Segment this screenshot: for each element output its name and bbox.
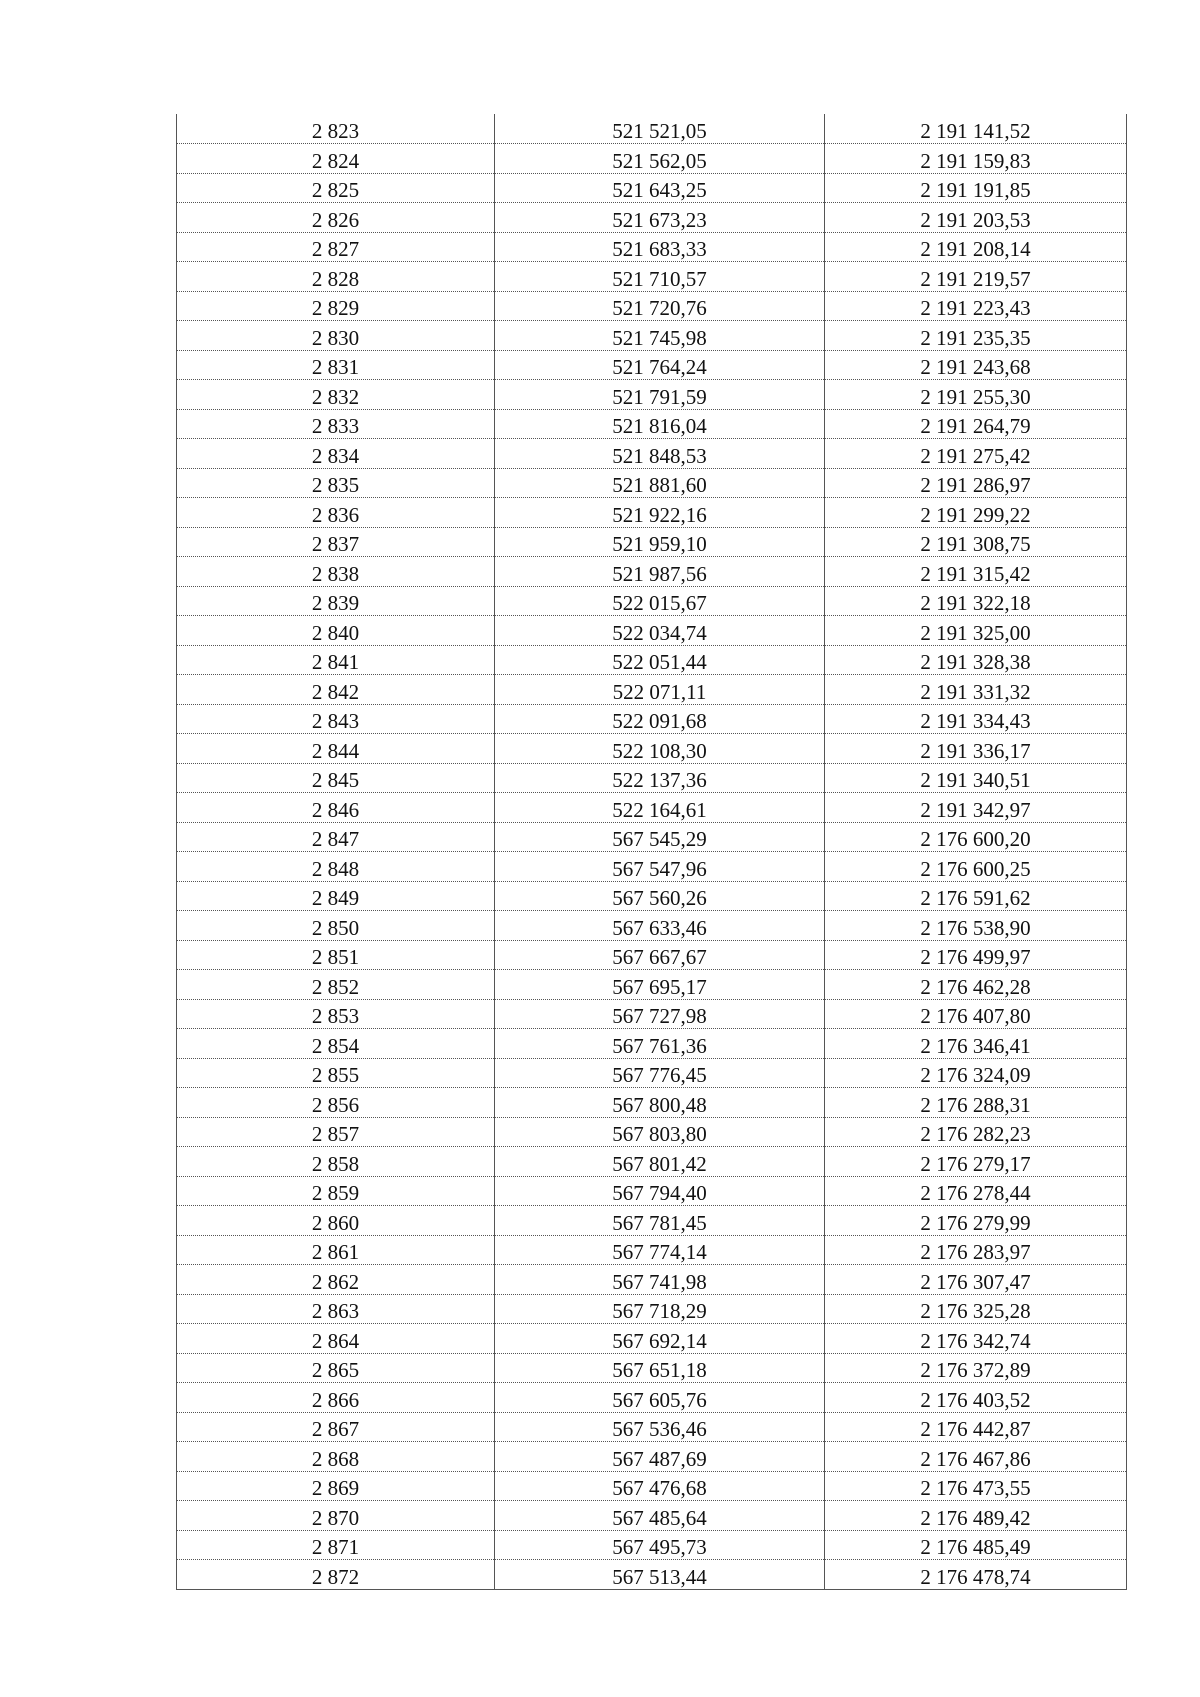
table-row — [177, 1471, 1127, 1501]
y-coordinate-cell: 2 176 288,31 — [825, 1088, 1127, 1118]
table-row — [177, 321, 1127, 351]
point-number-cell: 2 854 — [177, 1029, 495, 1059]
point-number-cell: 2 843 — [177, 704, 495, 734]
table-row — [177, 1176, 1127, 1206]
table-row — [177, 498, 1127, 528]
table-row — [177, 852, 1127, 882]
y-coordinate-cell: 2 191 243,68 — [825, 350, 1127, 380]
y-coordinate-cell: 2 191 299,22 — [825, 498, 1127, 528]
x-coordinate-cell: 521 745,98 — [495, 321, 825, 351]
x-coordinate-cell: 567 761,36 — [495, 1029, 825, 1059]
table-row — [177, 1501, 1127, 1531]
point-number-cell: 2 859 — [177, 1176, 495, 1206]
x-coordinate-cell: 567 545,29 — [495, 822, 825, 852]
x-coordinate-cell: 522 137,36 — [495, 763, 825, 793]
x-coordinate-cell: 567 803,80 — [495, 1117, 825, 1147]
table-row — [177, 1265, 1127, 1295]
point-number-cell: 2 848 — [177, 852, 495, 882]
point-number-cell: 2 862 — [177, 1265, 495, 1295]
point-number-cell: 2 826 — [177, 203, 495, 233]
y-coordinate-cell: 2 176 407,80 — [825, 999, 1127, 1029]
point-number-cell: 2 825 — [177, 173, 495, 203]
table-row — [177, 704, 1127, 734]
x-coordinate-cell: 522 071,11 — [495, 675, 825, 705]
table-row — [177, 203, 1127, 233]
point-number-cell: 2 824 — [177, 144, 495, 174]
point-number-cell: 2 868 — [177, 1442, 495, 1472]
table-row — [177, 1088, 1127, 1118]
x-coordinate-cell: 521 764,24 — [495, 350, 825, 380]
point-number-cell: 2 838 — [177, 557, 495, 587]
y-coordinate-cell: 2 176 372,89 — [825, 1353, 1127, 1383]
table-row — [177, 1560, 1127, 1590]
point-number-cell: 2 855 — [177, 1058, 495, 1088]
point-number-cell: 2 849 — [177, 881, 495, 911]
table-row — [177, 1029, 1127, 1059]
table-row — [177, 1442, 1127, 1472]
table-row — [177, 1147, 1127, 1177]
x-coordinate-cell: 521 881,60 — [495, 468, 825, 498]
y-coordinate-cell: 2 191 159,83 — [825, 144, 1127, 174]
x-coordinate-cell: 567 495,73 — [495, 1530, 825, 1560]
table-row — [177, 1058, 1127, 1088]
y-coordinate-cell: 2 176 499,97 — [825, 940, 1127, 970]
x-coordinate-cell: 567 513,44 — [495, 1560, 825, 1590]
table-row — [177, 1353, 1127, 1383]
point-number-cell: 2 823 — [177, 114, 495, 144]
x-coordinate-cell: 521 521,05 — [495, 114, 825, 144]
y-coordinate-cell: 2 191 141,52 — [825, 114, 1127, 144]
y-coordinate-cell: 2 191 342,97 — [825, 793, 1127, 823]
table-row — [177, 291, 1127, 321]
x-coordinate-cell: 567 741,98 — [495, 1265, 825, 1295]
point-number-cell: 2 831 — [177, 350, 495, 380]
x-coordinate-cell: 567 695,17 — [495, 970, 825, 1000]
point-number-cell: 2 853 — [177, 999, 495, 1029]
table-row — [177, 1117, 1127, 1147]
table-row — [177, 557, 1127, 587]
point-number-cell: 2 869 — [177, 1471, 495, 1501]
y-coordinate-cell: 2 191 264,79 — [825, 409, 1127, 439]
y-coordinate-cell: 2 191 275,42 — [825, 439, 1127, 469]
point-number-cell: 2 858 — [177, 1147, 495, 1177]
y-coordinate-cell: 2 176 282,23 — [825, 1117, 1127, 1147]
point-number-cell: 2 867 — [177, 1412, 495, 1442]
y-coordinate-cell: 2 176 467,86 — [825, 1442, 1127, 1472]
x-coordinate-cell: 521 673,23 — [495, 203, 825, 233]
point-number-cell: 2 841 — [177, 645, 495, 675]
x-coordinate-cell: 567 794,40 — [495, 1176, 825, 1206]
y-coordinate-cell: 2 191 208,14 — [825, 232, 1127, 262]
y-coordinate-cell: 2 191 328,38 — [825, 645, 1127, 675]
y-coordinate-cell: 2 176 600,20 — [825, 822, 1127, 852]
y-coordinate-cell: 2 191 340,51 — [825, 763, 1127, 793]
y-coordinate-cell: 2 176 307,47 — [825, 1265, 1127, 1295]
point-number-cell: 2 829 — [177, 291, 495, 321]
x-coordinate-cell: 567 781,45 — [495, 1206, 825, 1236]
table-row — [177, 468, 1127, 498]
x-coordinate-cell: 567 667,67 — [495, 940, 825, 970]
point-number-cell: 2 828 — [177, 262, 495, 292]
x-coordinate-cell: 521 643,25 — [495, 173, 825, 203]
y-coordinate-cell: 2 176 325,28 — [825, 1294, 1127, 1324]
x-coordinate-cell: 567 487,69 — [495, 1442, 825, 1472]
x-coordinate-cell: 521 683,33 — [495, 232, 825, 262]
table-row — [177, 881, 1127, 911]
x-coordinate-cell: 567 536,46 — [495, 1412, 825, 1442]
coordinates-table — [176, 114, 1127, 1590]
point-number-cell: 2 836 — [177, 498, 495, 528]
y-coordinate-cell: 2 191 223,43 — [825, 291, 1127, 321]
point-number-cell: 2 847 — [177, 822, 495, 852]
y-coordinate-cell: 2 176 462,28 — [825, 970, 1127, 1000]
y-coordinate-cell: 2 191 315,42 — [825, 557, 1127, 587]
x-coordinate-cell: 567 692,14 — [495, 1324, 825, 1354]
x-coordinate-cell: 521 720,76 — [495, 291, 825, 321]
point-number-cell: 2 845 — [177, 763, 495, 793]
point-number-cell: 2 872 — [177, 1560, 495, 1590]
x-coordinate-cell: 521 562,05 — [495, 144, 825, 174]
point-number-cell: 2 830 — [177, 321, 495, 351]
y-coordinate-cell: 2 176 473,55 — [825, 1471, 1127, 1501]
table-row — [177, 1383, 1127, 1413]
table-row — [177, 350, 1127, 380]
table-row — [177, 675, 1127, 705]
x-coordinate-cell: 521 987,56 — [495, 557, 825, 587]
table-row — [177, 173, 1127, 203]
x-coordinate-cell: 522 051,44 — [495, 645, 825, 675]
y-coordinate-cell: 2 176 478,74 — [825, 1560, 1127, 1590]
y-coordinate-cell: 2 176 283,97 — [825, 1235, 1127, 1265]
y-coordinate-cell: 2 191 203,53 — [825, 203, 1127, 233]
y-coordinate-cell: 2 176 278,44 — [825, 1176, 1127, 1206]
x-coordinate-cell: 567 718,29 — [495, 1294, 825, 1324]
table-row — [177, 822, 1127, 852]
coordinates-table-body — [177, 114, 1127, 1589]
table-row — [177, 793, 1127, 823]
table-row — [177, 999, 1127, 1029]
y-coordinate-cell: 2 191 334,43 — [825, 704, 1127, 734]
y-coordinate-cell: 2 191 286,97 — [825, 468, 1127, 498]
point-number-cell: 2 860 — [177, 1206, 495, 1236]
point-number-cell: 2 852 — [177, 970, 495, 1000]
point-number-cell: 2 861 — [177, 1235, 495, 1265]
y-coordinate-cell: 2 176 591,62 — [825, 881, 1127, 911]
y-coordinate-cell: 2 176 538,90 — [825, 911, 1127, 941]
y-coordinate-cell: 2 176 346,41 — [825, 1029, 1127, 1059]
table-row — [177, 911, 1127, 941]
y-coordinate-cell: 2 176 442,87 — [825, 1412, 1127, 1442]
point-number-cell: 2 834 — [177, 439, 495, 469]
point-number-cell: 2 827 — [177, 232, 495, 262]
point-number-cell: 2 837 — [177, 527, 495, 557]
x-coordinate-cell: 521 710,57 — [495, 262, 825, 292]
table-row — [177, 1530, 1127, 1560]
y-coordinate-cell: 2 176 600,25 — [825, 852, 1127, 882]
y-coordinate-cell: 2 176 489,42 — [825, 1501, 1127, 1531]
point-number-cell: 2 870 — [177, 1501, 495, 1531]
table-row — [177, 1324, 1127, 1354]
x-coordinate-cell: 567 476,68 — [495, 1471, 825, 1501]
x-coordinate-cell: 521 816,04 — [495, 409, 825, 439]
y-coordinate-cell: 2 176 279,99 — [825, 1206, 1127, 1236]
x-coordinate-cell: 522 164,61 — [495, 793, 825, 823]
point-number-cell: 2 840 — [177, 616, 495, 646]
table-row — [177, 763, 1127, 793]
table-row — [177, 409, 1127, 439]
table-row — [177, 734, 1127, 764]
y-coordinate-cell: 2 191 308,75 — [825, 527, 1127, 557]
x-coordinate-cell: 567 560,26 — [495, 881, 825, 911]
x-coordinate-cell: 522 034,74 — [495, 616, 825, 646]
table-row — [177, 380, 1127, 410]
table-row — [177, 1206, 1127, 1236]
x-coordinate-cell: 567 547,96 — [495, 852, 825, 882]
point-number-cell: 2 857 — [177, 1117, 495, 1147]
point-number-cell: 2 850 — [177, 911, 495, 941]
x-coordinate-cell: 521 922,16 — [495, 498, 825, 528]
x-coordinate-cell: 567 651,18 — [495, 1353, 825, 1383]
point-number-cell: 2 832 — [177, 380, 495, 410]
x-coordinate-cell: 521 848,53 — [495, 439, 825, 469]
y-coordinate-cell: 2 176 279,17 — [825, 1147, 1127, 1177]
x-coordinate-cell: 522 091,68 — [495, 704, 825, 734]
table-row — [177, 1294, 1127, 1324]
y-coordinate-cell: 2 191 235,35 — [825, 321, 1127, 351]
table-row — [177, 232, 1127, 262]
y-coordinate-cell: 2 176 485,49 — [825, 1530, 1127, 1560]
point-number-cell: 2 842 — [177, 675, 495, 705]
y-coordinate-cell: 2 191 331,32 — [825, 675, 1127, 705]
x-coordinate-cell: 567 774,14 — [495, 1235, 825, 1265]
point-number-cell: 2 866 — [177, 1383, 495, 1413]
point-number-cell: 2 863 — [177, 1294, 495, 1324]
x-coordinate-cell: 522 015,67 — [495, 586, 825, 616]
y-coordinate-cell: 2 191 322,18 — [825, 586, 1127, 616]
x-coordinate-cell: 567 633,46 — [495, 911, 825, 941]
y-coordinate-cell: 2 191 325,00 — [825, 616, 1127, 646]
y-coordinate-cell: 2 176 403,52 — [825, 1383, 1127, 1413]
y-coordinate-cell: 2 191 191,85 — [825, 173, 1127, 203]
point-number-cell: 2 839 — [177, 586, 495, 616]
point-number-cell: 2 851 — [177, 940, 495, 970]
x-coordinate-cell: 521 959,10 — [495, 527, 825, 557]
table-row — [177, 616, 1127, 646]
point-number-cell: 2 865 — [177, 1353, 495, 1383]
x-coordinate-cell: 522 108,30 — [495, 734, 825, 764]
y-coordinate-cell: 2 191 219,57 — [825, 262, 1127, 292]
table-row — [177, 1235, 1127, 1265]
point-number-cell: 2 871 — [177, 1530, 495, 1560]
table-row — [177, 940, 1127, 970]
point-number-cell: 2 835 — [177, 468, 495, 498]
table-row — [177, 527, 1127, 557]
table-row — [177, 144, 1127, 174]
y-coordinate-cell: 2 191 336,17 — [825, 734, 1127, 764]
y-coordinate-cell: 2 191 255,30 — [825, 380, 1127, 410]
point-number-cell: 2 864 — [177, 1324, 495, 1354]
table-row — [177, 439, 1127, 469]
point-number-cell: 2 856 — [177, 1088, 495, 1118]
point-number-cell: 2 844 — [177, 734, 495, 764]
table-row — [177, 1412, 1127, 1442]
table-row — [177, 586, 1127, 616]
x-coordinate-cell: 567 605,76 — [495, 1383, 825, 1413]
table-row — [177, 645, 1127, 675]
y-coordinate-cell: 2 176 324,09 — [825, 1058, 1127, 1088]
y-coordinate-cell: 2 176 342,74 — [825, 1324, 1127, 1354]
x-coordinate-cell: 567 485,64 — [495, 1501, 825, 1531]
table-row — [177, 970, 1127, 1000]
table-row — [177, 262, 1127, 292]
point-number-cell: 2 833 — [177, 409, 495, 439]
x-coordinate-cell: 567 801,42 — [495, 1147, 825, 1177]
x-coordinate-cell: 521 791,59 — [495, 380, 825, 410]
table-row — [177, 114, 1127, 144]
point-number-cell: 2 846 — [177, 793, 495, 823]
x-coordinate-cell: 567 800,48 — [495, 1088, 825, 1118]
x-coordinate-cell: 567 776,45 — [495, 1058, 825, 1088]
x-coordinate-cell: 567 727,98 — [495, 999, 825, 1029]
